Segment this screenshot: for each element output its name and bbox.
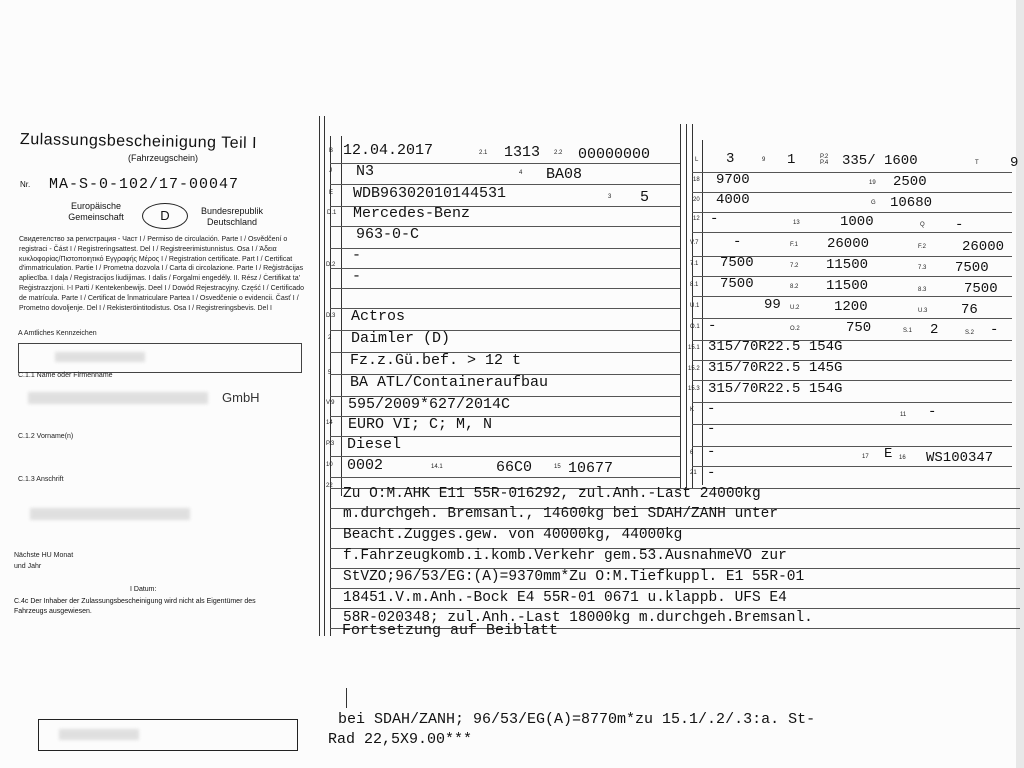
field-v7: - <box>733 234 742 250</box>
field-code: E <box>329 190 334 196</box>
type: 963-0-C <box>356 226 420 243</box>
field-code: J <box>329 168 332 174</box>
field-code: 14 <box>326 420 333 426</box>
engine-capacity-power: 335/ 1600 <box>842 153 918 169</box>
field-code: 2 <box>328 335 332 341</box>
field-code: D.3 <box>326 313 336 319</box>
field-16: WS100347 <box>926 450 994 466</box>
field-code: 8.2 <box>790 284 799 290</box>
scan-edge <box>1016 0 1024 768</box>
tire-axle-3: 315/70R22.5 154G <box>708 381 843 397</box>
field-code: 7.2 <box>790 263 799 269</box>
field-code: 16 <box>899 455 906 461</box>
field-code: 7.3 <box>918 265 927 271</box>
bottom-remark-1: bei SDAH/ZANH; 96/53/EG(A)=8770m*zu 15.1/.2/.3:a. St- <box>338 711 816 728</box>
field-code: B <box>329 148 334 154</box>
field-code: Q <box>920 222 925 228</box>
field-code: 13 <box>793 220 800 226</box>
field-code: 20 <box>693 197 700 203</box>
field-code: U.3 <box>918 308 928 314</box>
field-code: K <box>690 407 695 413</box>
label-address: C.1.3 Anschrift <box>18 476 64 483</box>
label-first-name: C.1.2 Vorname(n) <box>18 433 74 440</box>
field-17: E <box>884 446 893 462</box>
redacted-name <box>28 392 208 404</box>
field-code: 6 <box>690 450 694 456</box>
field-code: 15.2 <box>688 366 700 372</box>
row-rule <box>692 402 1012 403</box>
field-u1: 99 <box>764 297 781 313</box>
field-code: 5 <box>328 370 332 376</box>
field-code: 7.1 <box>690 261 699 267</box>
check-digit: 5 <box>640 189 650 206</box>
label-name: C.1.1 Name oder Firmenname <box>18 372 113 379</box>
table-border-left <box>319 116 320 636</box>
axle-load-8-1: 7500 <box>720 276 754 292</box>
manufacturer: Daimler (D) <box>351 330 451 347</box>
row-rule <box>330 163 680 164</box>
label-date: I Datum: <box>130 586 157 593</box>
field-11: - <box>928 404 937 420</box>
field-code: 17 <box>862 454 869 460</box>
field-code: 2.2 <box>554 150 563 156</box>
document-subtitle: (Fahrzeugschein) <box>128 153 199 163</box>
field-code: 3 <box>608 194 612 200</box>
axle-load-8-2: 11500 <box>826 278 869 294</box>
field-code: 22 <box>326 483 333 489</box>
field-18: 9700 <box>716 172 750 188</box>
field-code: S.2 <box>965 330 975 336</box>
field-code: 19 <box>869 180 876 186</box>
remark-line: 58R-020348; zul.Anh.-Last 18000kg m.durchgeh.Bremsanl. <box>343 610 813 626</box>
field-4: BA08 <box>546 166 583 183</box>
field-code: 15.3 <box>688 386 700 392</box>
model: Actros <box>351 308 406 325</box>
field-code: G <box>871 200 876 206</box>
empty-mass: 10680 <box>890 195 933 211</box>
axle-load-2: 11500 <box>826 257 869 273</box>
document-title: Zulassungsbescheinigung Teil I <box>19 131 258 153</box>
field-6: - <box>707 444 716 460</box>
field-20: 4000 <box>716 192 750 208</box>
field-f1: 26000 <box>827 236 870 252</box>
label-next-inspection: Nächste HU Monat und Jahr <box>14 552 74 570</box>
field-k: - <box>707 401 716 417</box>
row-rule <box>692 424 1012 425</box>
version: - <box>352 268 362 285</box>
vin: WDB96302010144531 <box>353 185 507 202</box>
document-number: MA-S-0-102/17-00047 <box>49 176 240 193</box>
make: Mercedes-Benz <box>353 205 471 222</box>
field-13: 1000 <box>840 214 874 230</box>
row-rule <box>692 466 1012 467</box>
field-6-top: - <box>707 421 716 437</box>
field-2-1: 1313 <box>504 144 541 161</box>
standing-places: - <box>990 322 999 338</box>
country-label: Bundesrepublik Deutschland <box>200 206 264 227</box>
remark-rule <box>330 608 1020 609</box>
field-t: 9 <box>1010 155 1019 171</box>
registration-plate-box <box>18 343 302 373</box>
field-code: P.2 P.4 <box>820 154 829 166</box>
row-rule <box>330 477 680 478</box>
field-15: 10677 <box>568 460 614 477</box>
variant: - <box>352 247 362 264</box>
company-suffix: GmbH <box>222 390 260 405</box>
tire-axle-2: 315/70R22.5 145G <box>708 360 843 376</box>
field-code: 8.1 <box>690 282 699 288</box>
field-code: D.1 <box>327 210 337 216</box>
table-border-left-inner <box>324 116 325 636</box>
field-code: F.2 <box>918 244 927 250</box>
field-o1: - <box>708 318 717 334</box>
field-code: 12 <box>693 216 700 222</box>
row-rule <box>692 318 1012 319</box>
row-rule <box>330 268 680 269</box>
field-21: - <box>707 465 716 481</box>
table-divider-2 <box>686 124 687 489</box>
row-rule <box>330 288 680 289</box>
field-code: V.7 <box>690 240 699 246</box>
axle-load-8-3: 7500 <box>964 281 998 297</box>
field-code: 11 <box>900 412 907 418</box>
continuation-note: Fortsetzung auf Beiblatt <box>342 622 559 639</box>
field-code: 14.1 <box>431 464 443 470</box>
field-code: P.3 <box>326 441 335 447</box>
field-code: 15 <box>554 464 561 470</box>
code-column-line-2 <box>341 136 342 496</box>
bottom-remark-2: Rad 22,5X9.00*** <box>328 731 473 748</box>
field-code: 2.1 <box>479 150 488 156</box>
remark-line: StVZO;96/53/EG:(A)=9370mm*Zu O:M.Tiefkuppl. E1 55R-01 <box>343 569 805 585</box>
field-code: 21 <box>690 470 697 476</box>
field-u3: 76 <box>961 302 978 318</box>
field-o2: 750 <box>846 320 872 336</box>
field-code: U.1 <box>690 303 700 309</box>
fuel-type: Diesel <box>347 436 402 453</box>
field-l: 3 <box>726 151 735 167</box>
registration-date: 12.04.2017 <box>343 142 434 159</box>
eu-label: Europäische Gemeinschaft <box>68 201 124 222</box>
eu-regulation: 595/2009*627/2014C <box>348 396 511 413</box>
field-code: O.1 <box>690 324 700 330</box>
stamp-box <box>38 719 298 751</box>
body-type: BA ATL/Containeraufbau <box>350 374 549 391</box>
owner-footnote: C.4c Der Inhaber der Zulassungsbescheinigung wird nicht als Eigentümer des Fahrzeugs ausgewiesen. <box>14 598 256 615</box>
row-rule <box>692 232 1012 233</box>
field-19: 2500 <box>893 174 927 190</box>
redacted-stamp <box>59 729 139 740</box>
field-code: F.1 <box>790 242 799 248</box>
field-12: - <box>710 211 719 227</box>
row-rule <box>692 446 1012 447</box>
field-code: 9 <box>762 157 766 163</box>
field-2-2: 00000000 <box>578 146 651 163</box>
remark-line: Zu O:M.AHK E11 55R-016292, zul.Anh.-Last 24000kg <box>343 486 761 502</box>
scan-mark <box>346 688 347 708</box>
table-divider <box>680 124 681 489</box>
vehicle-class: N3 <box>356 163 375 180</box>
emission-class: EURO VI; C; M, N <box>348 416 493 433</box>
field-code: D.2 <box>326 262 336 268</box>
field-code: O.2 <box>790 326 800 332</box>
remark-line: 18451.V.m.Anh.-Bock E4 55R-01 0671 u.klappb. UFS E4 <box>343 590 787 606</box>
field-code: V.9 <box>326 400 335 406</box>
field-q: - <box>955 217 964 233</box>
remark-line: f.Fahrzeugkomb.i.komb.Verkehr gem.53.AusnahmeVO zur <box>343 548 787 564</box>
field-code: T <box>975 160 979 166</box>
remark-line: Beacht.Zugges.gew. von 40000kg, 44000kg <box>343 527 683 543</box>
field-code: 4 <box>519 170 523 176</box>
redacted-address <box>30 508 190 520</box>
field-14-1: 66C0 <box>496 459 533 476</box>
row-rule <box>692 212 1012 213</box>
field-code: U.2 <box>790 305 800 311</box>
field-f2: 26000 <box>962 239 1005 255</box>
tire-axle-1: 315/70R22.5 154G <box>708 339 843 355</box>
field-9: 1 <box>787 152 796 168</box>
remark-rule <box>330 588 1020 589</box>
multilingual-titles: Свидетелство за регистрация - Част I / Permiso de circulación. Parte I / Osvědčení o registraci - Část I / Registreringsattest. Del I / Registreerimistunnistus. Osa I / Άδεια κυκλοφορίας/Πιστοποιητικό Εγγραφής Μέρος I / Registration certificate. Part I / Certificat d'immatriculation. Partie I / Prometna dozvola I / Carta di circolazione. Parte I / Reģistrācijas apliecība. I daļa / Registracijos liudijimas. I dalis / Forgalmi engedély. II. Rész / Ċertifikat ta' Reġistrazzjoni. I-I Parti / Kentekenbewijs. Deel I / Dowód Rejestracyjny. Część I / Certificado de matrícula. Parte I / Certificat de înmatriculare Partea I / Osvedčenie o evidencii. Časť I / Prometno dovoljenje. Del I / Rekisteröintitodistus. Osa I / Registreringsbevis. Del I <box>19 236 305 312</box>
remark-line: m.durchgeh. Bremsanl., 14600kg bei SDAH/ZANH unter <box>343 506 779 522</box>
seats: 2 <box>930 322 939 338</box>
field-code: 15.1 <box>688 345 700 351</box>
field-10: 0002 <box>347 457 384 474</box>
row-rule <box>330 248 680 249</box>
axle-load-1: 7500 <box>720 255 754 271</box>
vehicle-category: Fz.z.Gü.bef. > 12 t <box>350 352 522 369</box>
label-registration-plate: A Amtliches Kennzeichen <box>18 330 97 337</box>
field-code: 10 <box>326 462 333 468</box>
field-u2: 1200 <box>834 299 868 315</box>
axle-load-3: 7500 <box>955 260 989 276</box>
number-label: Nr. <box>20 180 31 189</box>
country-code-oval: D <box>142 203 188 229</box>
field-code: 18 <box>693 177 700 183</box>
field-code: S.1 <box>903 328 913 334</box>
field-code: 8.3 <box>918 287 927 293</box>
field-code: L <box>695 157 699 163</box>
redacted-plate <box>55 352 145 362</box>
